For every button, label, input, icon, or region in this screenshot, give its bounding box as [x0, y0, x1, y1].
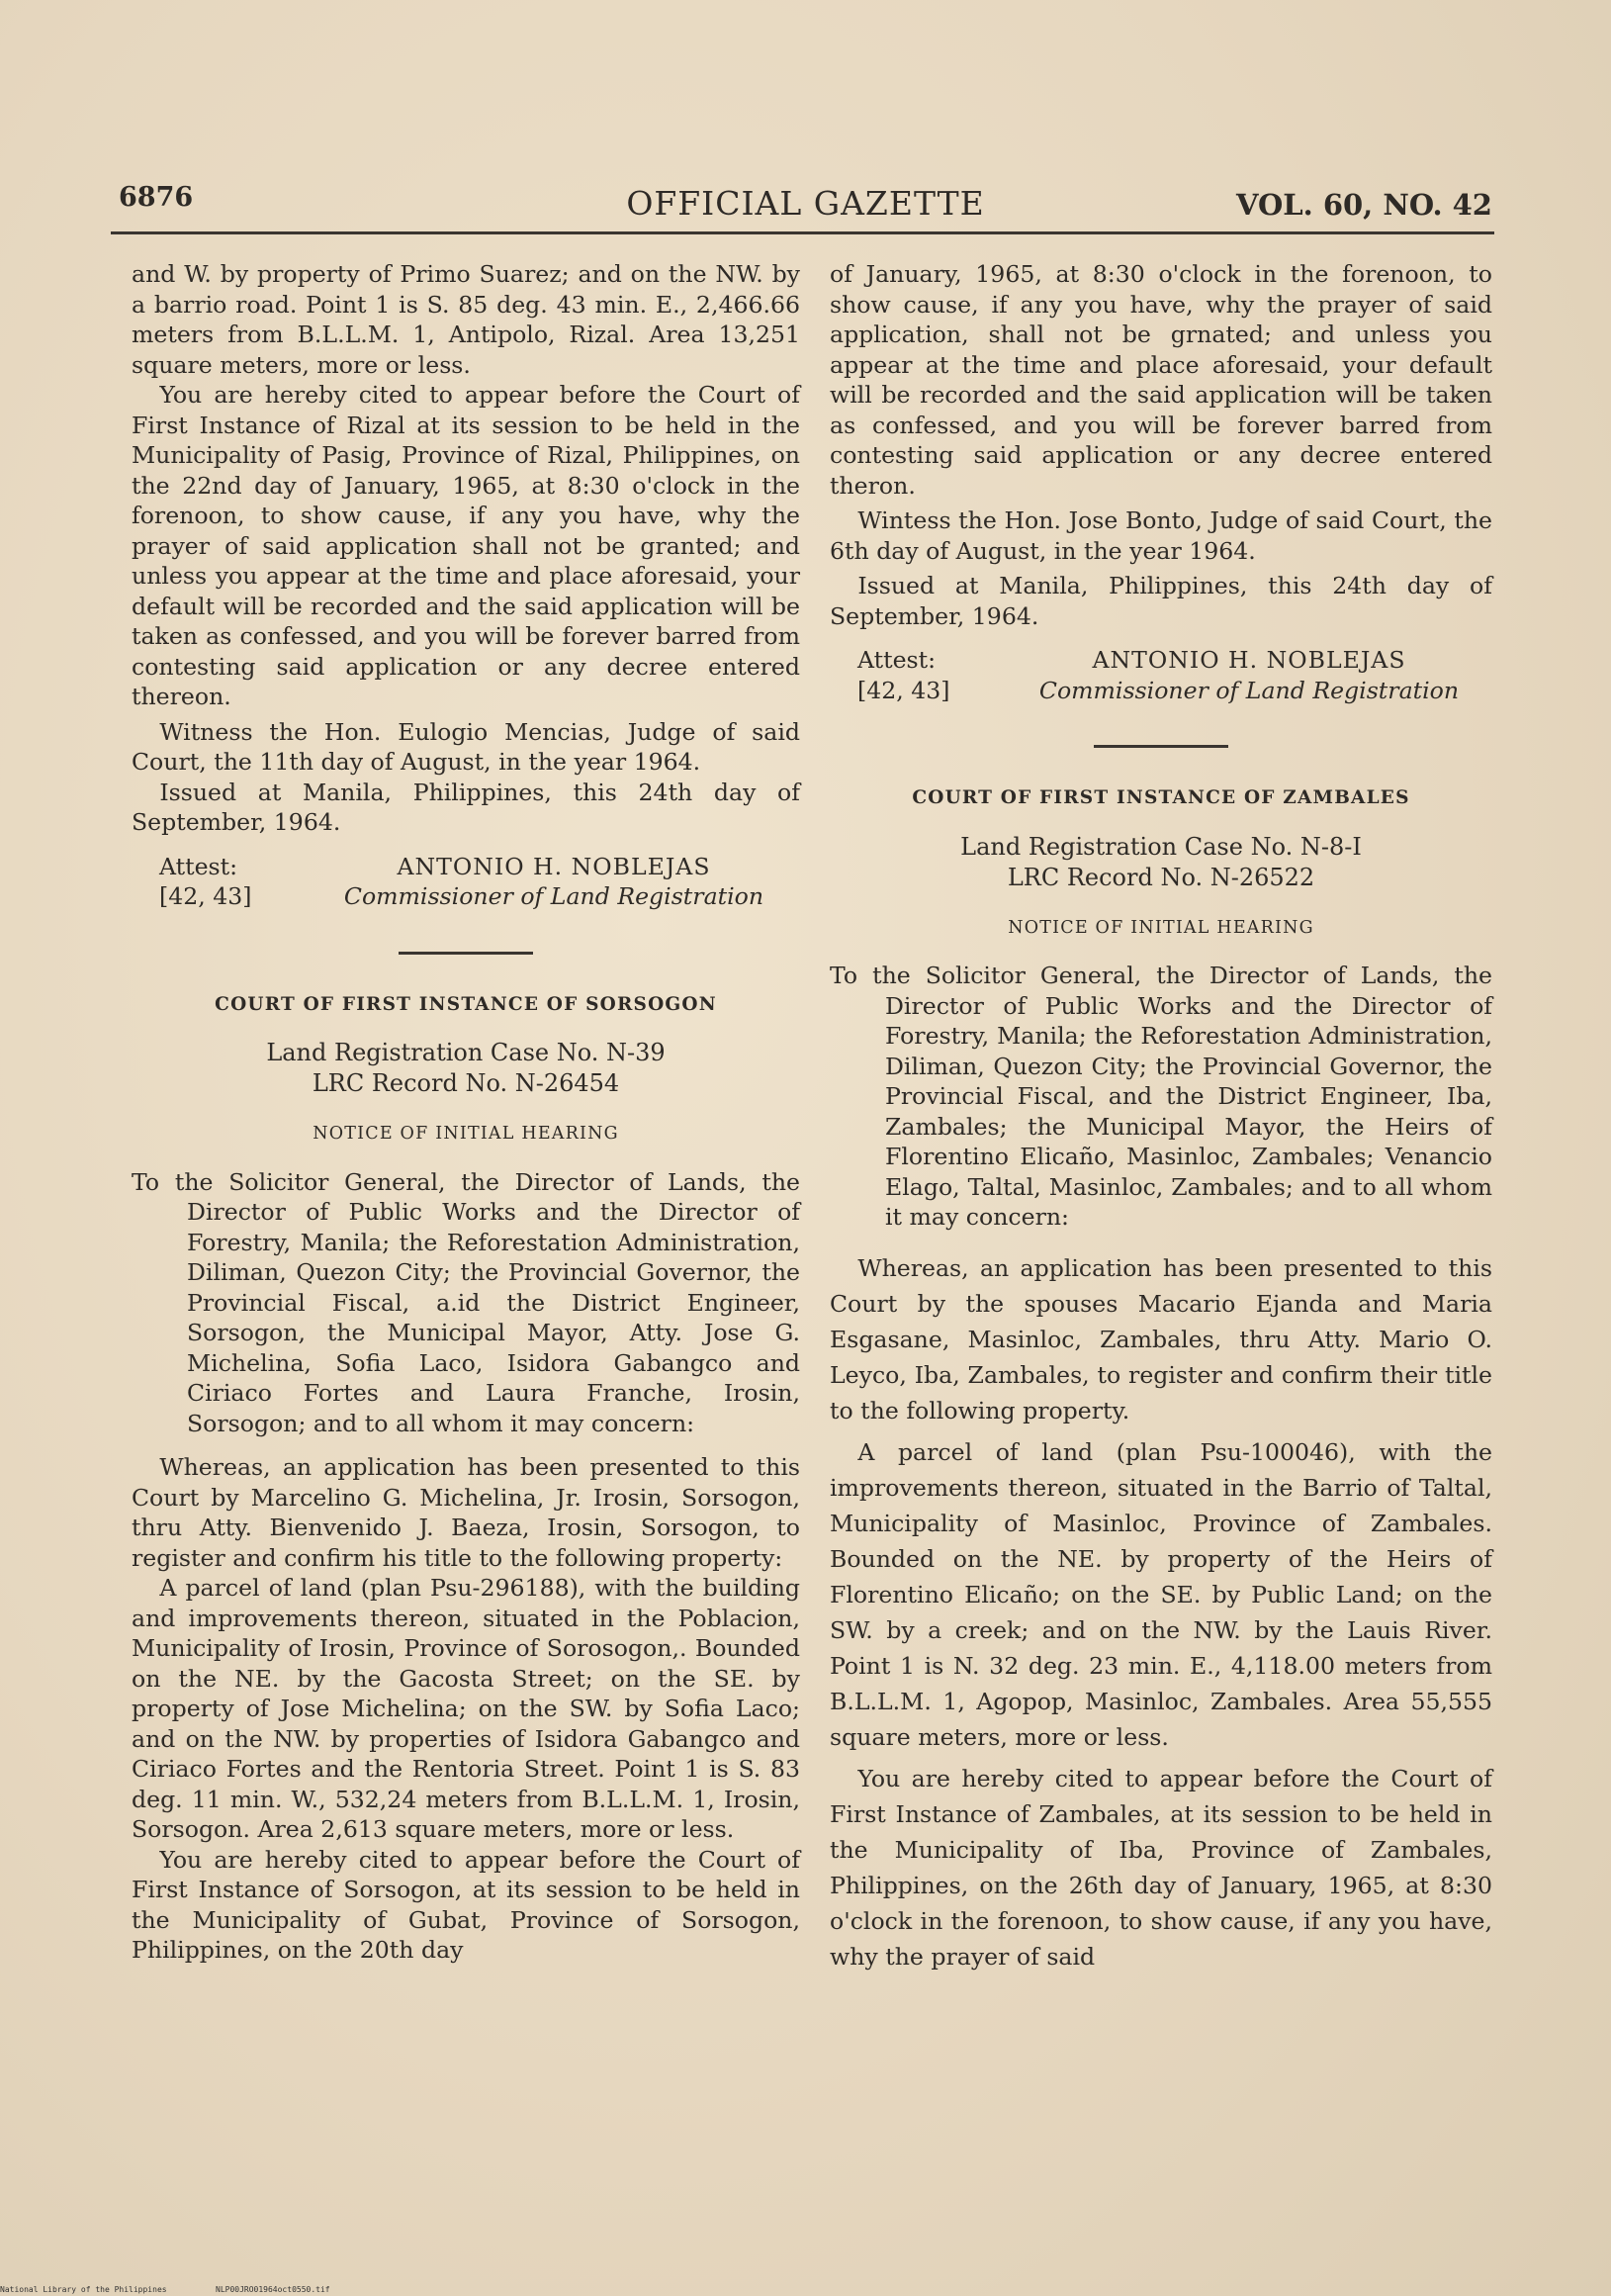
right-column: [830, 259, 1492, 1975]
attest-block: [830, 645, 1492, 705]
issue-ref: [42, 43]: [857, 676, 950, 704]
page-header: [119, 180, 1492, 230]
notice-heading: NOTICE OF INITIAL HEARING: [313, 1124, 619, 1144]
paragraph: You are hereby cited to appear before the Court of First Instance of Rizal at its session to be held in the Municipality of Pasig, Province of Rizal, Philippines, on the 22nd day of January, 1965, at 8:30 o'clock in the forenoon, to show cause, if any you have, why the prayer of said application shall not be granted; and unless you appear at the time and place aforesaid, your default will be recorded and the said application will be taken as confessed, and you will be forever barred from contesting said application or any decree entered thereon.: [132, 381, 800, 710]
signatory-title: Commissioner of Land Registration: [1038, 676, 1460, 704]
paragraph: A parcel of land (plan Psu-296188), with the building and improvements thereon, situated in the Poblacion, Municipality of Irosin, Province of Sorosogon,. Bounded on the NE. by the Gacosta Street; on the SE. by property of Jose Michelina; on the SW. by Sofia Laco; and on the NW. by properties of Isidora Gabangco and Ciriaco Fortes and the Rentoria Street. Point 1 is S. 83 deg. 11 min. W., 532,24 meters from B.L.L.M. 1, Irosin, Sorsogon. Area 2,613 square meters, more or less.: [132, 1574, 800, 1843]
court-heading: COURT OF FIRST INSTANCE OF ZAMBALES: [912, 787, 1410, 808]
paragraph: of January, 1965, at 8:30 o'clock in the forenoon, to show cause, if any you have, why the prayer of said application, shall not be grnated; and unless you appear at the time and place aforesaid, your default will be recorded and the said application will be taken as confessed, and you will be forever barred from contesting said application or any decree entered theron.: [830, 260, 1492, 500]
record-number: LRC Record No. N-26454: [312, 1069, 620, 1097]
volume-number: VOL. 60, NO. 42: [1235, 188, 1492, 222]
paragraph: You are hereby cited to appear before the Court of First Instance of Zambales, at its session to be held in the Municipality of Iba, Province of Zambales, Philippines, on the 26th day of January, 1965, at 8:30 o'clock in the forenoon, to show cause, if any you have, why the prayer of said: [830, 1764, 1492, 1971]
signatory-name: ANTONIO H. NOBLEJAS: [1092, 646, 1406, 674]
signatory-name: ANTONIO H. NOBLEJAS: [397, 852, 711, 880]
record-number: LRC Record No. N-26522: [1007, 863, 1315, 891]
paragraph: Witness the Hon. Eulogio Mencias, Judge of said Court, the 11th day of August, in the year 1964.: [132, 717, 800, 776]
addressees: To the Solicitor General, the Director of Lands, the Director of Public Works and the Director of Forestry, Manila; the Reforestation Administration, Diliman, Quezon City; the Provincial Governor, the Provincial Fiscal, and the District Engineer, Iba, Zambales; the Municipal Mayor, the Heirs of Florentino Elicaño, Masinloc, Zambales; Venancio Elago, Taltal, Masinloc, Zambales; and to all whom it may concern:: [830, 962, 1492, 1231]
court-heading: COURT OF FIRST INSTANCE OF SORSOGON: [215, 993, 717, 1015]
paragraph: and W. by property of Primo Suarez; and on the NW. by a barrio road. Point 1 is S. 85 deg. 43 min. E., 2,466.66 meters from B.L.L.M. 1, Antipolo, Rizal. Area 13,251 square meters, more or less.: [132, 260, 800, 379]
left-column: [132, 259, 800, 1966]
signatory-title: Commissioner of Land Registration: [343, 882, 764, 910]
paragraph: Issued at Manila, Philippines, this 24th day of September, 1964.: [132, 778, 800, 836]
notice-heading: NOTICE OF INITIAL HEARING: [1008, 917, 1314, 938]
section-divider: [399, 952, 533, 955]
attest-label: Attest:: [857, 646, 937, 674]
issue-ref: [42, 43]: [159, 882, 252, 910]
paragraph: You are hereby cited to appear before the Court of First Instance of Sorsogon, at its session to be held in the Municipality of Gubat, Province of Sorsogon, Philippines, on the 20th day: [132, 1845, 800, 1964]
attest-label: Attest:: [159, 852, 238, 880]
paragraph: A parcel of land (plan Psu-100046), with the improvements thereon, situated in the Barrio of Taltal, Municipality of Masinloc, Province of Zambales. Bounded on the NE. by property of the Heirs of Florentino Elicaño; on the SE. by Public Land; on the SW. by a creek; and on the NW. by the Lauis River. Point 1 is N. 32 deg. 23 min. E., 4,118.00 meters from B.L.L.M. 1, Agopop, Masinloc, Zambales. Area 55,555 square meters, more or less.: [830, 1437, 1492, 1751]
paragraph: Whereas, an application has been presented to this Court by the spouses Macario Ejanda and Maria Esgasane, Masinloc, Zambales, thru Atty. Mario O. Leyco, Iba, Zambales, to register and confirm their title to the following property.: [830, 1253, 1492, 1424]
header-rule: [111, 231, 1494, 234]
footer-library: National Library of the Philippines: [0, 2285, 167, 2294]
paragraph: Wintess the Hon. Jose Bonto, Judge of said Court, the 6th day of August, in the year 1964.: [830, 506, 1492, 565]
case-number: Land Registration Case No. N-8-I: [960, 832, 1362, 861]
section-divider: [1094, 745, 1228, 748]
footer-filename: NLP00JRO01964oct0550.tif: [216, 2285, 330, 2294]
page-number: 6876: [119, 182, 194, 213]
case-number: Land Registration Case No. N-39: [266, 1039, 666, 1066]
addressees: To the Solicitor General, the Director of Lands, the Director of Public Works and the Director of Forestry, Manila; the Reforestation Administration, Diliman, Quezon City; the Provincial Governor, the Provincial Fiscal, a.id the District Engineer, Sorsogon, the Municipal Mayor, Atty. Jose G. Michelina, Sofia Laco, Isidora Gabangco and Ciriaco Fortes and Laura Franche, Irosin, Sorsogon; and to all whom it may concern:: [132, 1167, 800, 1437]
paragraph: Issued at Manila, Philippines, this 24th day of September, 1964.: [830, 572, 1492, 630]
attest-block: [132, 852, 800, 912]
gazette-title: OFFICIAL GAZETTE: [626, 184, 985, 223]
paragraph: Whereas, an application has been presented to this Court by Marcelino G. Michelina, Jr. Irosin, Sorsogon, thru Atty. Bienvenido J. Baeza, Irosin, Sorsogon, to register and confirm his title to the following property:: [132, 1453, 800, 1572]
